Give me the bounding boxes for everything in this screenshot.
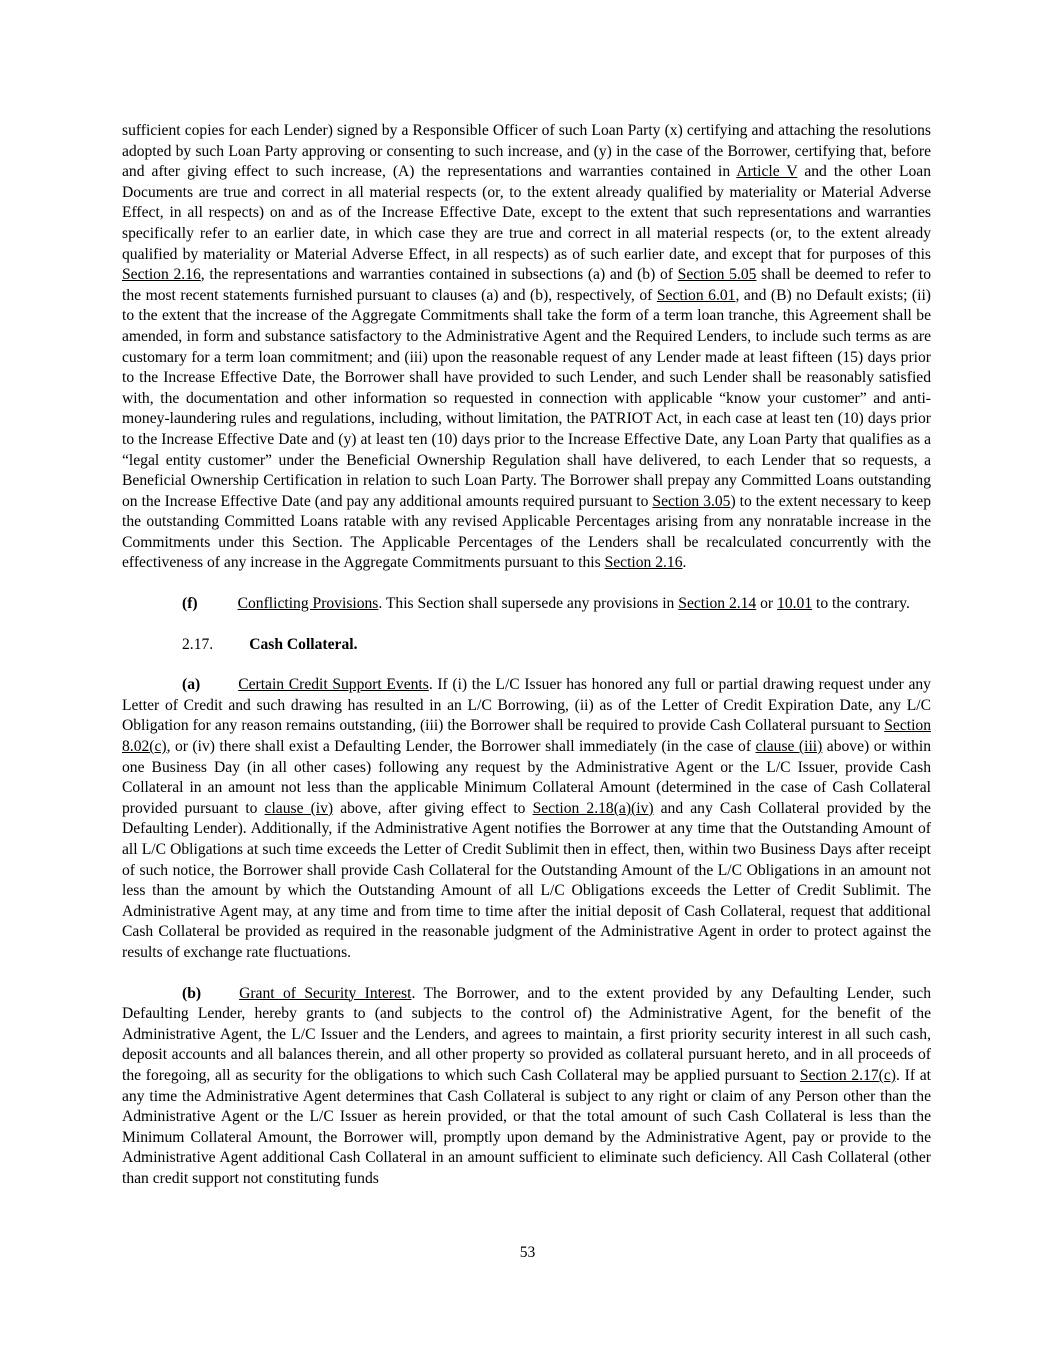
heading-section-2-17: [122, 635, 931, 656]
text-run: or: [756, 595, 778, 613]
section-reference: Section 2.17(c): [799, 1066, 896, 1084]
text-run: . If (i) the L/C Issuer has honored any full or partial drawing request under any Letter of Credit and such drawing has resulted in an L/C Borrowing, (ii) as of the Letter of Credit Expiration Date, any L/C Obligation for any reason remains outstanding, (iii) the Borrower shall be required to provide Cash Collateral pursuant to: [122, 676, 931, 735]
section-reference: Section 2.16: [122, 266, 201, 284]
paragraph-label: Cash Collateral.: [249, 635, 358, 653]
section-reference: Section 3.05: [652, 492, 731, 510]
section-reference: 10.01: [777, 595, 813, 613]
section-reference: Section 2.14: [678, 595, 757, 613]
section-reference: Certain Credit Support Events: [238, 676, 429, 694]
section-reference: Section 8.02(c): [122, 717, 931, 756]
paragraph-b-grant-of-security-interest: [122, 984, 931, 1190]
text-run: and any Cash Collateral provided by the Defaulting Lender). Additionally, if the Administrative Agent notifies the Borrower at any time that the Outstanding Amount of all L/C Obligations at such time exceeds the Letter of Credit Sublimit then in effect, then, within two Business Days after receipt of such notice, the Borrower shall provide Cash Collateral for the Outstanding Amount of the L/C Obligations in an amount not less than the amount by which the Outstanding Amount of all L/C Obligations exceeds the Letter of Credit Sublimit. The Administrative Agent may, at any time and from time to time after the initial deposit of Cash Collateral, request that additional Cash Collateral be provided as required in the reasonable judgment of the Administrative Agent in order to protect against the results of exchange rate fluctuations.: [122, 799, 931, 961]
text-run: 2.17.: [182, 635, 214, 653]
text-run: . If at any time the Administrative Agent determines that Cash Collateral is subject to any right or claim of any Person other than the Administrative Agent or the L/C Issuer as herein provided, or that the total amount of such Cash Collateral is less than the Minimum Collateral Amount, the Borrower will, promptly upon demand by the Administrative Agent, pay or provide to the Administrative Agent additional Cash Collateral in an amount sufficient to eliminate such deficiency. All Cash Collateral (other than credit support not constituting funds: [122, 1066, 931, 1187]
paragraph-label: (f): [182, 595, 198, 613]
section-reference: clause (iii): [755, 738, 823, 756]
text-run: shall be deemed to refer to the most recent statements furnished pursuant to clauses (a) and (b), respectively, of: [122, 266, 932, 304]
paragraph-a-certain-credit-support-events: [122, 675, 931, 963]
text-run: and the other Loan Documents are true and correct in all material respects (or, to the extent already qualified by materiality or Material Adverse Effect, in all respects) on and as of the Increase Effective Date, except to the extent that such representations and warranties specifically refer to an earlier date, in which case they are true and correct in all material respects (or, to the extent already qualified by materiality or Material Adverse Effect, in all respects) as of such earlier date, and except that for purposes of this: [122, 163, 931, 263]
text-run: above) or within one Business Day (in all other cases) following any request by the Administrative Agent or the L/C Issuer, provide Cash Collateral in an amount not less than the applicable Minimum Collateral Amount (determined in the case of Cash Collateral provided pursuant to: [122, 738, 932, 817]
document-body: [122, 121, 931, 1210]
text-run: ) to the extent necessary to keep the outstanding Committed Loans ratable with any revised Applicable Percentages arising from any nonratable increase in the Commitments under this Section. The Applicable Percentages of the Lenders shall be recalculated concurrently with the effectiveness of any increase in the Aggregate Commitments pursuant to this: [122, 492, 931, 572]
section-reference: Article V: [736, 163, 798, 181]
text-run: sufficient copies for each Lender) signed by a Responsible Officer of such Loan Party (x) certifying and attaching the resolutions adopted by such Loan Party approving or consenting to such increase, and (y) in the case of the Borrower, certifying that, before and after giving effect to such increase, (A) the representations and warranties contained in: [122, 122, 931, 181]
text-run: , and (B) no Default exists; (ii) to the extent that the increase of the Aggregate Commitments shall take the form of a term loan tranche, this Agreement shall be amended, in form and substance satisfactory to the Administrative Agent and the Required Lenders, to include such terms as are customary for a term loan commitment; and (iii) upon the reasonable request of any Lender made at least fifteen (15) days prior to the Increase Effective Date, the Borrower shall have provided to such Lender, and such Lender shall be reasonably satisfied with, the documentation and other information so requested in connection with applicable “know your customer” and anti-money-laundering rules and regulations, including, without limitation, the PATRIOT Act, in each case at least ten (10) days prior to the Increase Effective Date and (y) at least ten (10) days prior to the Increase Effective Date, any Loan Party that qualifies as a “legal entity customer” under the Beneficial Ownership Regulation shall have delivered, to each Lender that so requests, a Beneficial Ownership Certification in relation to such Loan Party. The Borrower shall prepay any Committed Loans outstanding on the Increase Effective Date (and pay any additional amounts required pursuant to: [122, 286, 931, 510]
section-reference: Section 6.01: [656, 286, 736, 304]
text-run: to the contrary.: [812, 595, 910, 613]
paragraph-label: (a): [182, 676, 201, 694]
section-reference: Grant of Security Interest: [239, 984, 412, 1002]
section-reference: Section 2.18(a)(iv): [532, 799, 654, 817]
text-run: . This Section shall supersede any provisions in: [378, 595, 679, 613]
page-number: 53: [519, 1244, 536, 1261]
paragraph-f-conflicting-provisions: [122, 594, 931, 615]
text-run: .: [682, 554, 687, 572]
section-reference: Conflicting Provisions: [237, 595, 379, 613]
section-reference: Section 5.05: [677, 266, 757, 284]
section-reference: clause (iv): [264, 799, 334, 817]
section-reference: Section 2.16: [604, 554, 683, 572]
paragraph-2-16-continuation: [122, 121, 931, 574]
text-run: , or (iv) there shall exist a Defaulting Lender, the Borrower shall immediately (in the case of: [166, 738, 756, 756]
text-run: above, after giving effect to: [333, 799, 533, 817]
paragraph-label: (b): [182, 984, 202, 1002]
text-run: . The Borrower, and to the extent provided by any Defaulting Lender, such Defaulting Lender, hereby grants to (and subjects to the control of) the Administrative Agent, for the benefit of the Administrative Agent, the L/C Issuer and the Lenders, and agrees to maintain, a first priority security interest in all such cash, deposit accounts and all balances therein, and all other property so provided as collateral pursuant hereto, and in all proceeds of the foregoing, all as security for the obligations to which such Cash Collateral may be applied pursuant to: [122, 984, 932, 1084]
text-run: , the representations and warranties contained in subsections (a) and (b) of: [200, 266, 678, 284]
